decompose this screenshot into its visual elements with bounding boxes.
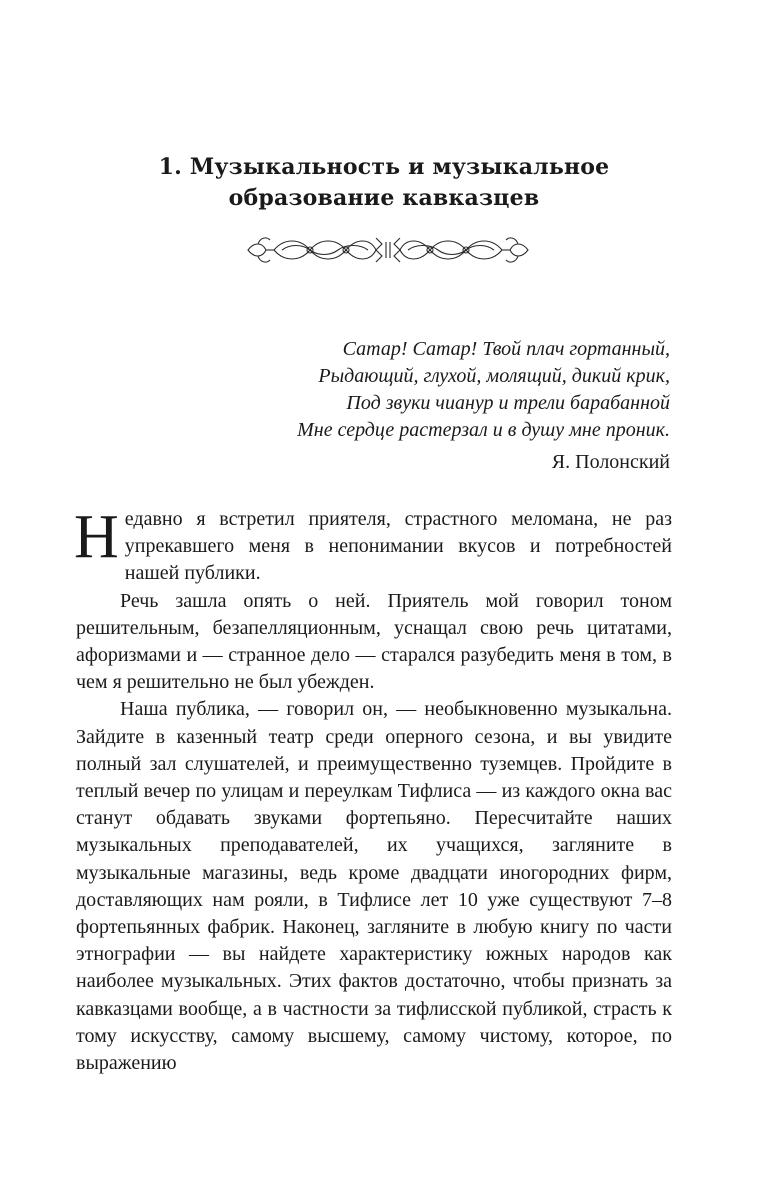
epigraph-line: Сатар! Сатар! Твой плач гортанный, (342, 338, 670, 360)
paragraph-2: Речь зашла опять о ней. Приятель мой говорил тоном решительным, безапелляционным, уснащал свою речь цитатами, афоризмами и — странное дело — старался разубедить меня в том, в чем я решительно не был убежден. (76, 589, 672, 694)
chapter-title-line-2: образование кавказцев (228, 185, 540, 211)
chapter-title-line-1: 1. Музыкальность и музыкальное (158, 154, 610, 180)
chapter-title (120, 152, 648, 214)
paragraph-1-text: едавно я встретил приятеля, страстного меломана, не раз упрекавшего меня в непонимании вкусов и потребностей нашей публики. (124, 508, 672, 585)
paragraph-3: Наша публика, — говорил он, — необыкновенно музыкальна. Зайдите в казенный театр среди оперного сезона, и вы увидите полный зал слушателей, и преимущественно туземцев. Пройдите в теплый вечер по улицам и переулкам Тифлиса — из каждого окна вас станут обдавать звуками фортепьяно. Пересчитайте наших музыкальных преподавателей, их учащихся, загляните в музыкальные магазины, ведь кроме двадцати иногородних фирм, доставляющих нам рояли, в Тифлисе лет 10 уже существуют 7–8 фортепьянных фабрик. Наконец, загляните в любую книгу по части этнографии — вы найдете характеристику южных народов как наиболее музыкальных. Этих фактов достаточно, чтобы признать за кавказцами вообще, а в частности за тифлисской публикой, страсть к тому искусству, самому высшему, самому чистому, которое, по выражению (76, 698, 672, 1075)
paragraph-1 (74, 503, 672, 588)
epigraph-line: Под звуки чианур и трели барабанной (346, 392, 670, 414)
body-text (74, 503, 672, 1077)
epigraph (210, 336, 670, 476)
epigraph-author: Я. Полонский (551, 451, 670, 473)
drop-cap: Н (74, 503, 119, 571)
epigraph-line: Рыдающий, глухой, молящий, дикий крик, (318, 365, 670, 387)
scroll-ornament-divider-icon (244, 232, 532, 268)
epigraph-line: Мне сердце растерзал и в душу мне проник. (297, 419, 670, 441)
